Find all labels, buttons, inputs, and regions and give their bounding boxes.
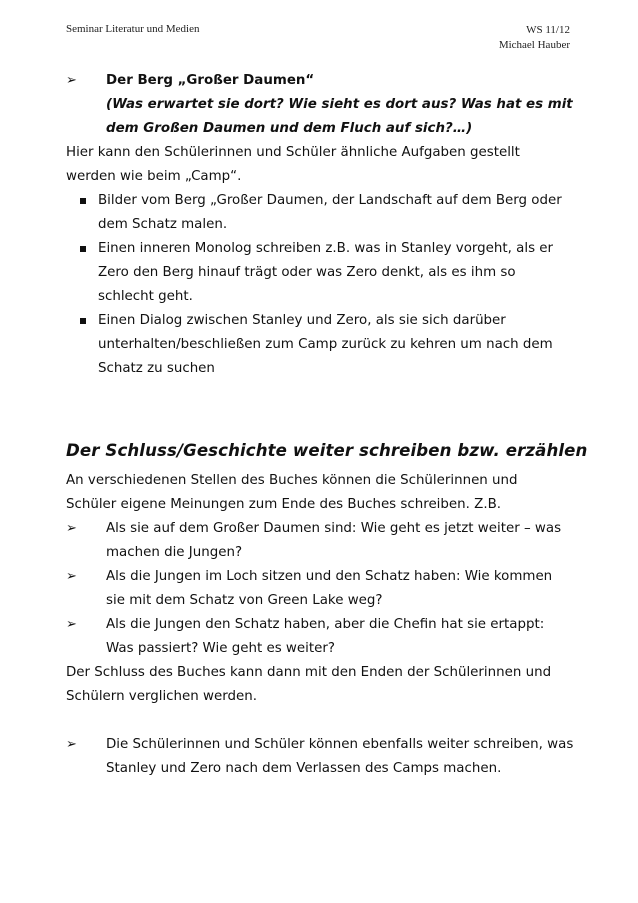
arrow-bullet-icon: ➢ bbox=[66, 569, 77, 584]
list-item-text: unterhalten/beschließen zum Camp zurück zu kehren um nach dem bbox=[98, 337, 553, 352]
list-item bbox=[66, 189, 578, 213]
arrow-bullet-icon: ➢ bbox=[66, 521, 77, 536]
list-item-text: Was passiert? Wie geht es weiter? bbox=[106, 641, 335, 656]
list-item-text: dem Schatz malen. bbox=[98, 217, 228, 232]
section-berg-title: Der Berg „Großer Daumen“ bbox=[106, 73, 315, 88]
section-schluss-heading: Der Schluss/Geschichte weiter schreiben bzw. erzählen bbox=[66, 441, 588, 460]
header-course: Seminar Literatur und Medien bbox=[66, 23, 200, 35]
list-item-text: Als die Jungen im Loch sitzen und den Schatz haben: Wie kommen bbox=[106, 569, 553, 584]
list-item-text: Einen Dialog zwischen Stanley und Zero, als sie sich darüber bbox=[98, 313, 506, 328]
section-schluss-intro-2: Schüler eigene Meinungen zum Ende des Buches schreiben. Z.B. bbox=[66, 497, 502, 512]
list-item-text: Als die Jungen den Schatz haben, aber die Chefin hat sie ertappt: bbox=[106, 617, 545, 632]
section-berg-intro-2: werden wie beim „Camp“. bbox=[66, 169, 242, 184]
list-item bbox=[66, 237, 578, 261]
list-item bbox=[66, 565, 578, 589]
list-item-text: Als sie auf dem Großer Daumen sind: Wie geht es jetzt weiter – was bbox=[106, 521, 562, 536]
section-berg-intro-1: Hier kann den Schülerinnen und Schüler ähnliche Aufgaben gestellt bbox=[66, 145, 520, 160]
section-schluss-intro-1: An verschiedenen Stellen des Buches können die Schülerinnen und bbox=[66, 473, 518, 488]
section-schluss-final bbox=[66, 733, 578, 781]
section-berg-questions-1: (Was erwartet sie dort? Wie sieht es dort aus? Was hat es mit bbox=[106, 97, 573, 112]
section-berg-title-line bbox=[66, 69, 578, 93]
list-item bbox=[66, 733, 578, 757]
arrow-bullet-icon: ➢ bbox=[66, 73, 77, 88]
section-schluss-conclusion-2: Schülern verglichen werden. bbox=[66, 689, 257, 704]
list-item bbox=[66, 517, 578, 541]
arrow-bullet-icon: ➢ bbox=[66, 617, 77, 632]
list-item bbox=[66, 613, 578, 637]
header-meta bbox=[499, 23, 570, 53]
header-semester: WS 11/12 bbox=[526, 24, 570, 36]
header-author: Michael Hauber bbox=[498, 39, 570, 51]
list-item-text: Bilder vom Berg „Großer Daumen, der Landschaft auf dem Berg oder bbox=[98, 193, 562, 208]
list-item-text: Die Schülerinnen und Schüler können ebenfalls weiter schreiben, was bbox=[106, 737, 574, 752]
list-item-text: Schatz zu suchen bbox=[98, 361, 215, 376]
list-item-text: sie mit dem Schatz von Green Lake weg? bbox=[106, 593, 383, 608]
square-bullet-icon bbox=[80, 198, 86, 204]
section-berg bbox=[66, 69, 578, 381]
list-item-text: Einen inneren Monolog schreiben z.B. was in Stanley vorgeht, als er bbox=[98, 241, 554, 256]
section-berg-questions-2: dem Großen Daumen und dem Fluch auf sich?…) bbox=[106, 121, 473, 136]
list-item-text: Stanley und Zero nach dem Verlassen des Camps machen. bbox=[106, 761, 502, 776]
list-item-text: Zero den Berg hinauf trägt oder was Zero denkt, als es ihm so bbox=[98, 265, 516, 280]
list-item-text: schlecht geht. bbox=[98, 289, 193, 304]
list-item-text: machen die Jungen? bbox=[106, 545, 243, 560]
list-item bbox=[66, 309, 578, 333]
square-bullet-icon bbox=[80, 318, 86, 324]
square-bullet-icon bbox=[80, 246, 86, 252]
section-schluss bbox=[66, 469, 578, 709]
arrow-bullet-icon: ➢ bbox=[66, 737, 77, 752]
section-schluss-conclusion-1: Der Schluss des Buches kann dann mit den Enden der Schülerinnen und bbox=[66, 665, 552, 680]
